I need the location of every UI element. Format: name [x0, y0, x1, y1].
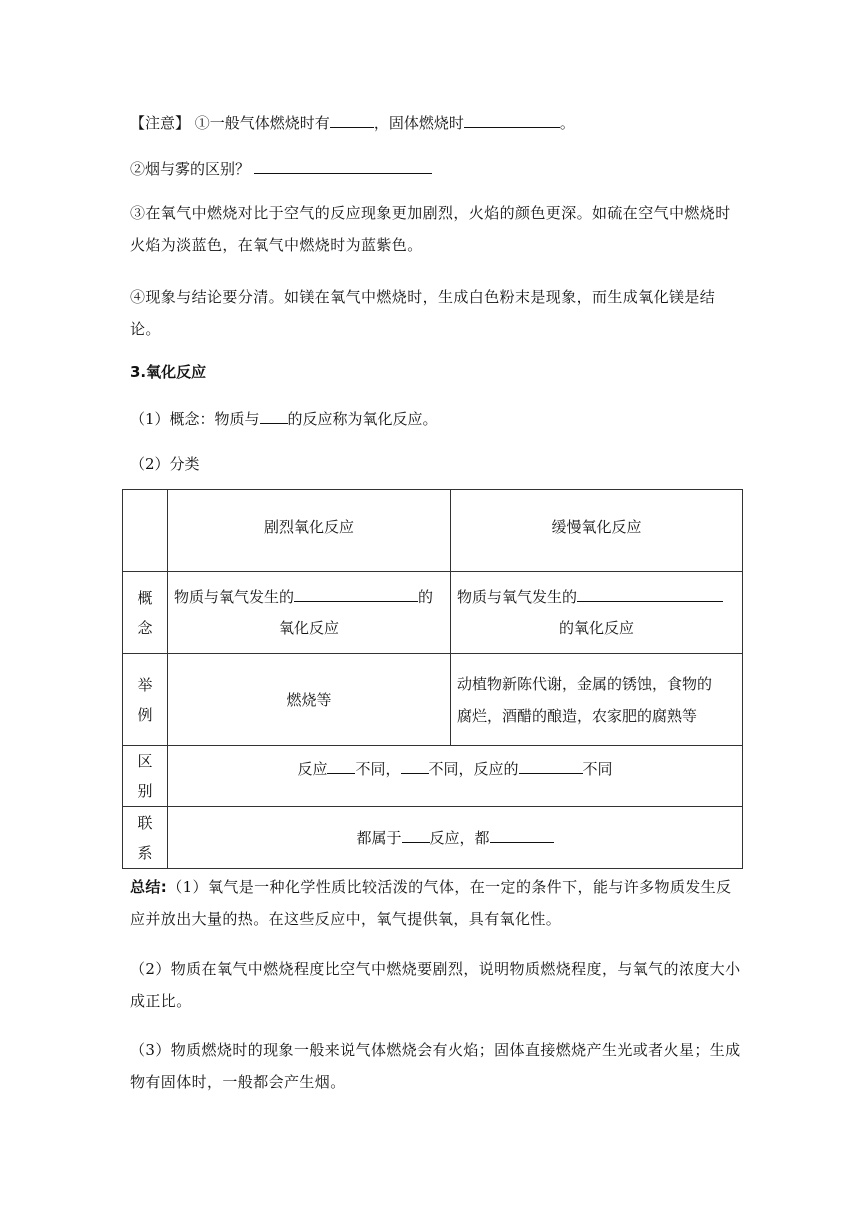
note-line-1	[130, 112, 575, 133]
note-text-1b: ，固体燃烧时	[373, 114, 464, 132]
concept-text-b: 的反应称为氧化反应。	[287, 410, 438, 428]
cell-text: 的氧化反应	[558, 618, 634, 637]
concept-slow-cell	[451, 572, 743, 654]
link-cell	[168, 807, 743, 869]
blank-slow[interactable]	[577, 586, 723, 602]
cell-text: 腐烂，酒醋的酿造，农家肥的腐熟等	[457, 706, 698, 725]
label-char: 区	[137, 752, 153, 770]
example-intense-cell: 燃烧等	[168, 654, 451, 746]
summary-text-1: （1）氧气是一种化学性质比较活泼的气体，在一定的条件下，能与许多物质发生反应并放出大量的热。在这些反应中，氧气提供氧，具有氧化性。	[130, 878, 732, 928]
cell-text: 的	[418, 587, 434, 606]
summary-label: 总结:	[130, 878, 168, 896]
label-char: 系	[137, 843, 153, 862]
cell-text: 反应	[297, 760, 328, 778]
blank-diff-1[interactable]	[327, 758, 355, 774]
example-slow-cell	[451, 654, 743, 746]
blank-solid-burn[interactable]	[464, 112, 560, 128]
table-row-example	[123, 654, 743, 746]
label-char: 别	[137, 782, 153, 800]
summary-p3: （3）物质燃烧时的现象一般来说气体燃烧会有火焰；固体直接燃烧产生光或者火星；生成物有固体时，一般都会产生烟。	[130, 1041, 741, 1091]
blank-intense[interactable]	[294, 586, 418, 602]
label-char: 念	[137, 618, 153, 637]
label-char: 举	[137, 675, 153, 694]
cell-text: 反应，都	[429, 829, 490, 847]
blank-gas-flame[interactable]	[330, 112, 374, 128]
diff-cell	[168, 746, 743, 807]
table-row-link	[123, 807, 743, 869]
table-header-row	[123, 490, 743, 572]
blank-diff-3[interactable]	[519, 758, 583, 774]
cell-text: 都属于	[356, 829, 402, 847]
section-heading: 3.氧化反应	[130, 363, 207, 381]
blank-smoke-fog[interactable]	[254, 158, 432, 174]
cell-text: 物质与氧气发生的	[174, 587, 295, 606]
table-row-diff	[123, 746, 743, 807]
note-title: 【注意】	[130, 114, 191, 132]
note-text-2: ②烟与雾的区别？	[130, 160, 251, 178]
note-line-2	[130, 158, 432, 179]
cell-text: 氧化反应	[278, 618, 339, 637]
cell-text: 不同	[582, 760, 613, 778]
label-char: 概	[137, 588, 153, 607]
row-label-concept	[123, 572, 168, 654]
header-intense: 剧烈氧化反应	[168, 490, 451, 572]
cell-text: 动植物新陈代谢，金属的锈蚀，食物的	[457, 674, 713, 693]
label-char: 例	[137, 705, 153, 724]
concept-intense-cell	[168, 572, 451, 654]
table-row-concept	[123, 572, 743, 654]
note-text-1c: 。	[559, 114, 575, 132]
concept-text-a: （1）概念：物质与	[130, 410, 260, 428]
cell-text: 不同，反应的	[428, 760, 519, 778]
cell-text: 物质与氧气发生的	[457, 587, 578, 606]
note-text-1a: ①一般气体燃烧时有	[194, 114, 330, 132]
note-line-4: ④现象与结论要分清。如镁在氧气中燃烧时，生成白色粉末是现象，而生成氧化镁是结论。	[130, 288, 716, 338]
blank-link-2[interactable]	[490, 827, 554, 843]
summary-p1	[130, 871, 742, 935]
classification-table	[122, 489, 743, 869]
concept-line	[130, 408, 438, 429]
header-slow: 缓慢氧化反应	[451, 490, 743, 572]
note-line-3: ③在氧气中燃烧对比于空气的反应现象更加剧烈，火焰的颜色更深。如硫在空气中燃烧时火焰为淡蓝色，在氧气中燃烧时为蓝紫色。	[130, 204, 731, 254]
blank-concept[interactable]	[260, 408, 288, 424]
header-empty-cell	[123, 490, 168, 572]
classify-line: （2）分类	[130, 455, 200, 473]
blank-diff-2[interactable]	[401, 758, 429, 774]
label-char: 联	[137, 813, 153, 832]
blank-link-1[interactable]	[402, 827, 430, 843]
row-label-link	[123, 807, 168, 869]
row-label-diff	[123, 746, 168, 807]
row-label-example	[123, 654, 168, 746]
cell-text: 不同，	[355, 760, 401, 778]
summary-p2: （2）物质在氧气中燃烧程度比空气中燃烧要剧烈，说明物质燃烧程度，与氧气的浓度大小成正比。	[130, 960, 741, 1010]
